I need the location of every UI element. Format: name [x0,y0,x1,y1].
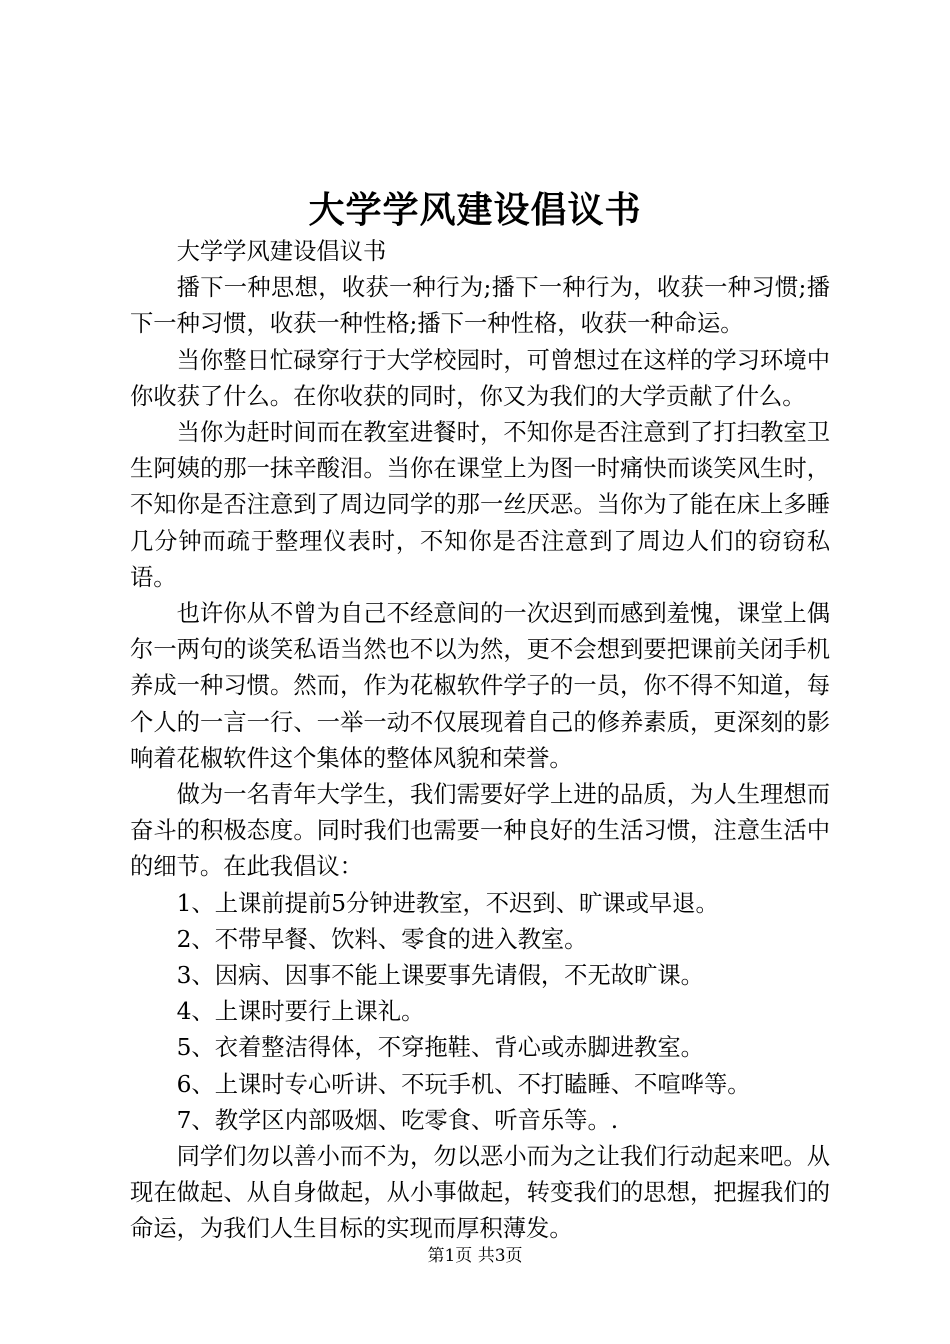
page-number-label: 第1页 共3页 [427,1246,523,1266]
proposal-item-7: 7、教学区内部吸烟、吃零食、听音乐等。. [176,1106,619,1134]
proposal-item-5: 5、衣着整洁得体，不穿拖鞋、背心或赤脚进教室。 [176,1034,704,1062]
page-footer [0,1244,950,1268]
paragraph-3: 当你为赶时间而在教室进餐时，不知你是否注意到了打扫教室卫生阿姨的那一抹辛酸泪。当你在课堂上为图一时痛快而谈笑风生时，不知你是否注意到了周边同学的那一丝厌恶。当你为了能在床上多睡几分钟而疏于整理仪表时，不知你是否注意到了周边人们的窃窃私语。 [130,419,830,591]
proposal-item-6: 6、上课时专心听讲、不玩手机、不打瞌睡、不喧哗等。 [176,1070,751,1098]
paragraph-1: 播下一种思想，收获一种行为;播下一种行为，收获一种习惯;播下一种习惯，收获一种性格;播下一种性格，收获一种命运。 [130,274,830,338]
paragraph-4: 也许你从不曾为自己不经意间的一次迟到而感到羞愧，课堂上偶尔一两句的谈笑私语当然也不以为然，更不会想到要把课前关闭手机养成一种习惯。然而，作为花椒软件学子的一员，你不得不知道，每个人的一言一行、一举一动不仅展现着自己的修养素质，更深刻的影响着花椒软件这个集体的整体风貌和荣誉。 [130,600,830,772]
subtitle-paragraph: 大学学风建设倡议书 [176,238,387,265]
paragraph-2: 当你整日忙碌穿行于大学校园时，可曾想过在这样的学习环境中你收获了什么。在你收获的同时，你又为我们的大学贡献了什么。 [130,346,830,410]
proposal-item-4: 4、上课时要行上课礼。 [176,998,425,1026]
document-title: 大学学风建设倡议书 [308,189,642,231]
paragraph-5: 做为一名青年大学生，我们需要好学上进的品质，为人生理想而奋斗的积极态度。同时我们也需要一种良好的生活习惯，注意生活中的细节。在此我倡议： [130,781,830,881]
proposal-item-2: 2、不带早餐、饮料、零食的进入教室。 [176,925,588,953]
document-body [130,234,830,1248]
proposal-item-1: 1、上课前提前5分钟进教室，不迟到、旷课或早退。 [176,889,719,917]
proposal-item-3: 3、因病、因事不能上课要事先请假，不无故旷课。 [176,962,704,990]
closing-paragraph: 同学们勿以善小而不为，勿以恶小而为之让我们行动起来吧。从现在做起、从自身做起，从小事做起，转变我们的思想，把握我们的命运，为我们人生目标的实现而厚积薄发。 [130,1143,830,1243]
